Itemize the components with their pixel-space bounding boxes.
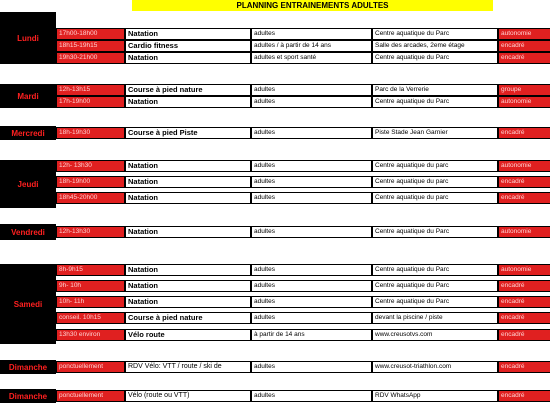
activity-cell: Cardio fitness bbox=[125, 40, 251, 52]
public-cell: adultes et sport santé bbox=[251, 52, 372, 64]
type-cell: autonomie bbox=[498, 160, 550, 172]
table-row bbox=[56, 192, 550, 204]
public-cell: adultes bbox=[251, 390, 372, 402]
public-cell: adultes bbox=[251, 312, 372, 324]
time-cell: conseil. 10h15 bbox=[56, 312, 125, 324]
type-cell: autonomie bbox=[498, 226, 550, 238]
place-cell: Parc de la Verrerie bbox=[372, 84, 498, 96]
time-cell: 13h30 environ bbox=[56, 329, 125, 341]
table-row bbox=[56, 40, 550, 52]
place-cell: Centre aquatique du Parc bbox=[372, 28, 498, 40]
activity-cell: Natation bbox=[125, 192, 251, 204]
day-label: Mercredi bbox=[0, 126, 56, 140]
time-cell: 17h-19h00 bbox=[56, 96, 125, 108]
place-cell: Centre aquatique du Parc bbox=[372, 280, 498, 292]
public-cell: adultes bbox=[251, 127, 372, 139]
public-cell: adultes bbox=[251, 226, 372, 238]
type-cell: encadré bbox=[498, 329, 550, 341]
activity-cell: Course à pied nature bbox=[125, 84, 251, 96]
place-cell: Salle des arcades, 2eme étage bbox=[372, 40, 498, 52]
type-cell: autonomie bbox=[498, 264, 550, 276]
table-row bbox=[56, 160, 550, 172]
activity-cell: Natation bbox=[125, 52, 251, 64]
place-cell: Centre aquatique du Parc bbox=[372, 264, 498, 276]
table-row bbox=[56, 127, 550, 139]
table-row bbox=[56, 176, 550, 188]
place-cell: www.creusotvs.com bbox=[372, 329, 498, 341]
day-label: Lundi bbox=[0, 12, 56, 64]
day-label: Mardi bbox=[0, 84, 56, 108]
day-label: Vendredi bbox=[0, 224, 56, 240]
type-cell: encadré bbox=[498, 52, 550, 64]
activity-cell: Natation bbox=[125, 28, 251, 40]
table-row bbox=[56, 52, 550, 64]
type-cell: encadré bbox=[498, 127, 550, 139]
table-row bbox=[56, 84, 550, 96]
day-label: Dimanche bbox=[0, 389, 56, 403]
time-cell: 18h15-19h15 bbox=[56, 40, 125, 52]
type-cell: encadré bbox=[498, 361, 550, 373]
table-row bbox=[56, 312, 550, 324]
public-cell: adultes bbox=[251, 296, 372, 308]
activity-cell: Natation bbox=[125, 176, 251, 188]
type-cell: encadré bbox=[498, 280, 550, 292]
time-cell: 19h30-21h00 bbox=[56, 52, 125, 64]
place-cell: Centre aquatique du parc bbox=[372, 160, 498, 172]
time-cell: 10h- 11h bbox=[56, 296, 125, 308]
type-cell: encadré bbox=[498, 296, 550, 308]
place-cell: Centre aquatique du Parc bbox=[372, 52, 498, 64]
time-cell: 18h-19h30 bbox=[56, 127, 125, 139]
type-cell: groupe bbox=[498, 84, 550, 96]
table-row bbox=[56, 296, 550, 308]
day-label: Jeudi bbox=[0, 160, 56, 208]
type-cell: encadré bbox=[498, 192, 550, 204]
time-cell: 12h- 13h30 bbox=[56, 160, 125, 172]
time-cell: 17h00-18h00 bbox=[56, 28, 125, 40]
public-cell: adultes bbox=[251, 28, 372, 40]
type-cell: encadré bbox=[498, 176, 550, 188]
public-cell: adultes bbox=[251, 96, 372, 108]
public-cell: adultes bbox=[251, 264, 372, 276]
activity-cell: Natation bbox=[125, 296, 251, 308]
type-cell: encadré bbox=[498, 40, 550, 52]
public-cell: adultes bbox=[251, 361, 372, 373]
time-cell: ponctuellement bbox=[56, 390, 125, 402]
public-cell: adultes bbox=[251, 280, 372, 292]
place-cell: Centre aquatique du Parc bbox=[372, 296, 498, 308]
place-cell: Centre aquatique du Parc bbox=[372, 226, 498, 238]
table-row bbox=[56, 390, 550, 402]
table-row bbox=[56, 28, 550, 40]
activity-cell: Natation bbox=[125, 264, 251, 276]
activity-cell: Vélo (route ou VTT) bbox=[125, 390, 251, 402]
type-cell: encadré bbox=[498, 390, 550, 402]
table-row bbox=[56, 264, 550, 276]
place-cell: RDV WhatsApp bbox=[372, 390, 498, 402]
activity-cell: Natation bbox=[125, 96, 251, 108]
time-cell: 8h-9h15 bbox=[56, 264, 125, 276]
time-cell: ponctuellement bbox=[56, 361, 125, 373]
time-cell: 9h- 10h bbox=[56, 280, 125, 292]
table-row bbox=[56, 329, 550, 341]
time-cell: 18h45-20h00 bbox=[56, 192, 125, 204]
place-cell: Centre aquatique du Parc bbox=[372, 96, 498, 108]
time-cell: 12h-13h30 bbox=[56, 226, 125, 238]
activity-cell: Natation bbox=[125, 160, 251, 172]
time-cell: 12h-13h15 bbox=[56, 84, 125, 96]
public-cell: adultes bbox=[251, 192, 372, 204]
public-cell: à partir de 14 ans bbox=[251, 329, 372, 341]
place-cell: Centre aquatique du parc bbox=[372, 176, 498, 188]
public-cell: adultes bbox=[251, 176, 372, 188]
table-row bbox=[56, 96, 550, 108]
page-title: PLANNING ENTRAINEMENTS ADULTES bbox=[132, 0, 493, 11]
activity-cell: Course à pied nature bbox=[125, 312, 251, 324]
activity-cell: RDV Vélo: VTT / route / ski de bbox=[125, 361, 251, 373]
activity-cell: Vélo route bbox=[125, 329, 251, 341]
activity-cell: Natation bbox=[125, 280, 251, 292]
public-cell: adultes bbox=[251, 84, 372, 96]
place-cell: Piste Stade Jean Garnier bbox=[372, 127, 498, 139]
table-row bbox=[56, 226, 550, 238]
place-cell: www.creusot-triathlon.com bbox=[372, 361, 498, 373]
type-cell: autonomie bbox=[498, 28, 550, 40]
type-cell: encadré bbox=[498, 312, 550, 324]
place-cell: Centre aquatique du parc bbox=[372, 192, 498, 204]
time-cell: 18h-19h00 bbox=[56, 176, 125, 188]
type-cell: autonomie bbox=[498, 96, 550, 108]
activity-cell: Natation bbox=[125, 226, 251, 238]
day-label: Samedi bbox=[0, 264, 56, 344]
place-cell: devant la piscine / piste bbox=[372, 312, 498, 324]
table-row bbox=[56, 361, 550, 373]
public-cell: adultes bbox=[251, 160, 372, 172]
public-cell: adultes / à partir de 14 ans bbox=[251, 40, 372, 52]
day-label: Dimanche bbox=[0, 360, 56, 374]
table-row bbox=[56, 280, 550, 292]
activity-cell: Course à pied Piste bbox=[125, 127, 251, 139]
